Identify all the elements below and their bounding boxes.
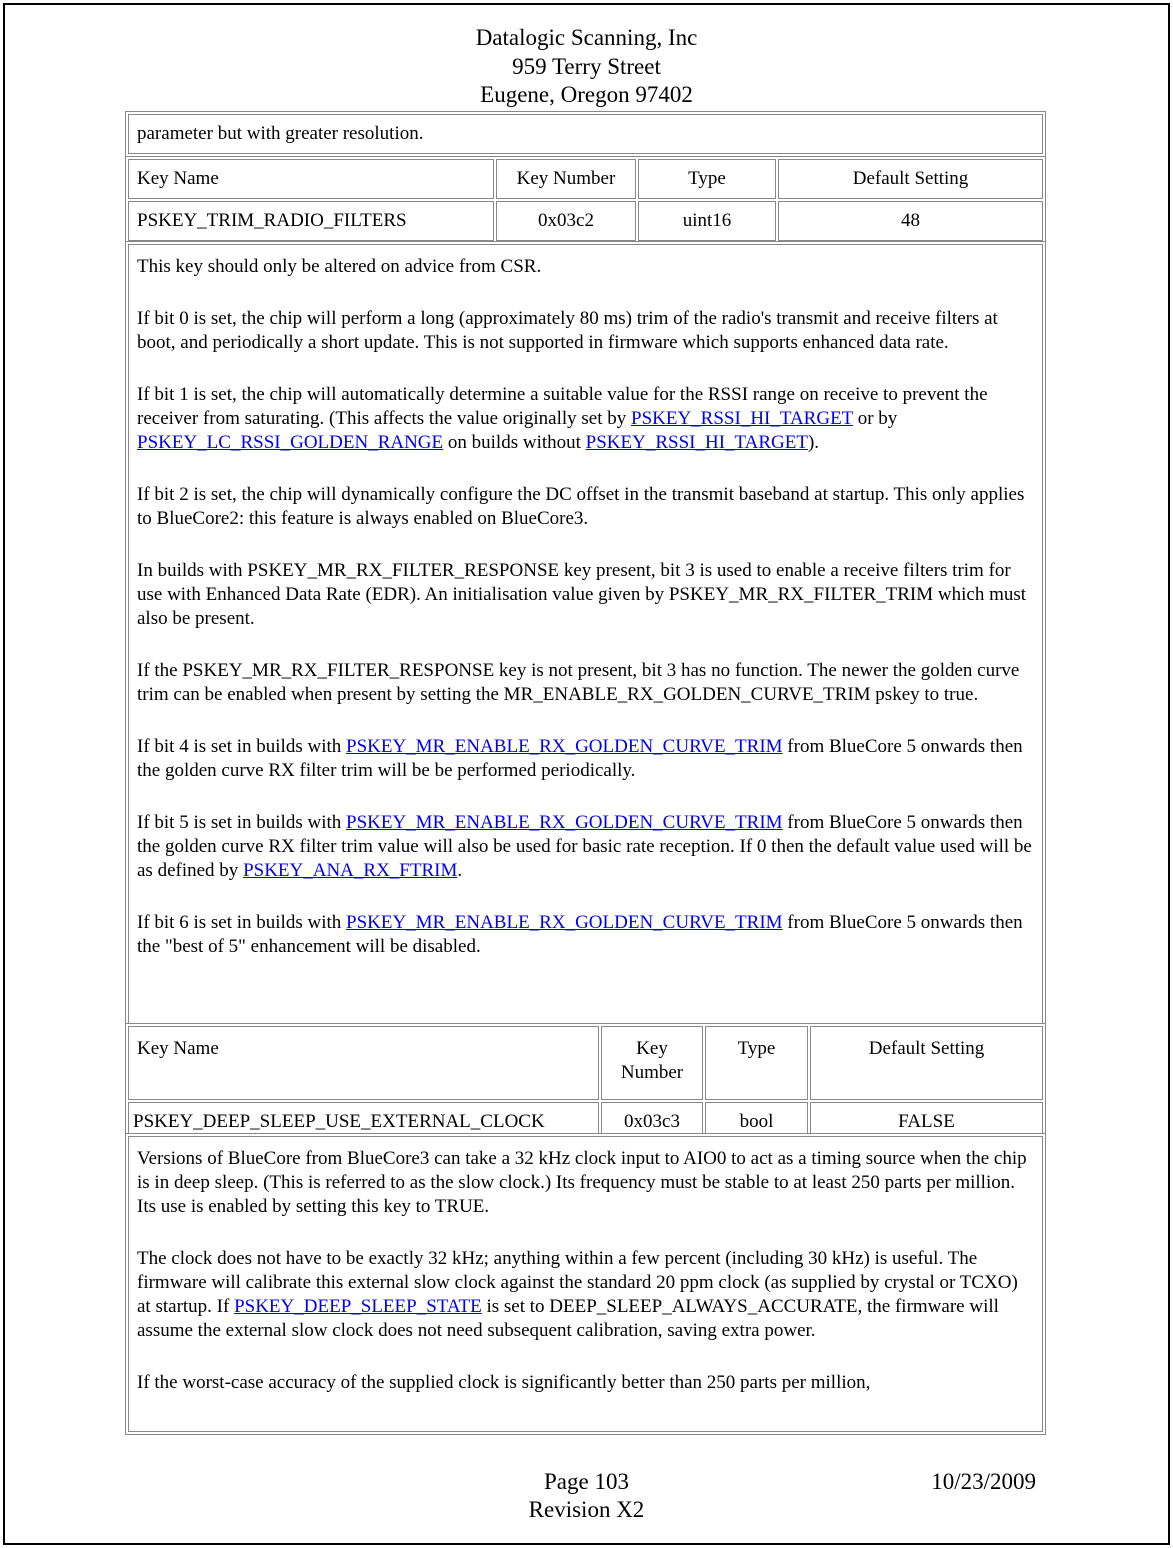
col-type: Type <box>638 159 776 199</box>
col-default-setting-2: Default Setting <box>810 1026 1043 1100</box>
col-key-name: Key Name <box>128 159 494 199</box>
key2-number: 0x03c3 <box>601 1102 703 1142</box>
link-golden-curve-trim-3[interactable]: PSKEY_MR_ENABLE_RX_GOLDEN_CURVE_TRIM <box>346 912 783 933</box>
col-key-number-line2: Number <box>620 1062 684 1083</box>
link-golden-curve-trim-2[interactable]: PSKEY_MR_ENABLE_RX_GOLDEN_CURVE_TRIM <box>346 812 783 833</box>
text: from BlueCore 5 onwards then the "best of 5" enhancement will be disabled. <box>137 912 1023 957</box>
continuation-table <box>125 111 1046 157</box>
col-key-number: Key Number <box>496 159 636 199</box>
key1-desc-p2: If bit 0 is set, the chip will perform a long (approximately 80 ms) trim of the radio's transmit and receive filters at boot, and periodically a short update. This is not supported in firmware which supports enhanced data rate. <box>137 308 998 353</box>
continuation-text: parameter but with greater resolution. <box>128 114 1043 154</box>
key1-table <box>125 156 1046 244</box>
link-golden-curve-trim[interactable]: PSKEY_MR_ENABLE_RX_GOLDEN_CURVE_TRIM <box>346 736 783 757</box>
key1-desc-p3 <box>137 383 1034 455</box>
text: or by <box>852 408 898 429</box>
company-name: Datalogic Scanning, Inc <box>475 25 698 50</box>
key1-default: 48 <box>778 201 1043 241</box>
key1-desc-p1: This key should only be altered on advice from CSR. <box>137 256 542 277</box>
key1-value-row <box>128 201 1043 241</box>
key1-description-table <box>125 241 1046 1027</box>
document-date: 10/23/2009 <box>931 1469 1036 1494</box>
col-type-2: Type <box>705 1026 808 1100</box>
link-pskey-ana-rx-ftrim[interactable]: PSKEY_ANA_RX_FTRIM <box>243 860 458 881</box>
text: from BlueCore 5 onwards then the golden curve RX filter trim value will also be used for basic rate reception. If 0 then the default value used will be as defined by <box>137 812 1032 881</box>
document-header <box>0 24 1173 110</box>
key2-default: FALSE <box>810 1102 1043 1142</box>
text: on builds without <box>443 432 586 453</box>
link-pskey-rssi-hi-target[interactable]: PSKEY_RSSI_HI_TARGET <box>631 408 853 429</box>
text: If bit 1 is set, the chip will automatically determine a suitable value for the RSSI range on receive to prevent the receiver from saturating. (This affects the value originally set by <box>137 384 988 429</box>
text: . <box>457 860 463 881</box>
key2-table <box>125 1023 1046 1145</box>
page-number: Page 103 <box>544 1469 629 1494</box>
key1-type: uint16 <box>638 201 776 241</box>
key1-desc-p8 <box>137 811 1034 883</box>
link-pskey-deep-sleep-state[interactable]: PSKEY_DEEP_SLEEP_STATE <box>234 1296 482 1317</box>
key2-header-row <box>128 1026 1043 1100</box>
key2-desc-p2 <box>137 1247 1034 1343</box>
text: ). <box>807 432 820 453</box>
col-default-setting: Default Setting <box>778 159 1043 199</box>
link-pskey-lc-rssi-golden-range[interactable]: PSKEY_LC_RSSI_GOLDEN_RANGE <box>137 432 444 453</box>
key2-desc-p1: Versions of BlueCore from BlueCore3 can take a 32 kHz clock input to AIO0 to act as a timing source when the chip is in deep sleep. (This is referred to as the slow clock.) Its frequency must be stable to at least 250 parts per million. Its use is enabled by setting this key to TRUE. <box>137 1148 1027 1217</box>
text: from BlueCore 5 onwards then the golden curve RX filter trim will be be performed periodically. <box>137 736 1023 781</box>
key1-desc-p4: If bit 2 is set, the chip will dynamically configure the DC offset in the transmit baseband at startup. This only applies to BlueCore2: this feature is always enabled on BlueCore3. <box>137 484 1025 529</box>
col-key-name-2: Key Name <box>128 1026 599 1100</box>
text: If bit 4 is set in builds with <box>137 736 346 757</box>
key1-desc-p6: If the PSKEY_MR_RX_FILTER_RESPONSE key is not present, bit 3 has no function. The newer the golden curve trim can be enabled when present by setting the MR_ENABLE_RX_GOLDEN_CURVE_TRIM pskey to true. <box>137 660 1020 705</box>
key2-name: PSKEY_DEEP_SLEEP_USE_EXTERNAL_CLOCK <box>128 1102 599 1142</box>
text: is set to DEEP_SLEEP_ALWAYS_ACCURATE, the firmware will assume the external slow clock does not need subsequent calibration, saving extra power. <box>137 1296 999 1341</box>
text: If bit 5 is set in builds with <box>137 812 346 833</box>
key1-desc-p7 <box>137 735 1034 783</box>
text: If bit 6 is set in builds with <box>137 912 346 933</box>
key1-header-row <box>128 159 1043 199</box>
company-city: Eugene, Oregon 97402 <box>480 82 693 107</box>
key1-number: 0x03c2 <box>496 201 636 241</box>
col-key-number-2 <box>601 1026 703 1100</box>
key1-description <box>128 244 1043 1024</box>
key2-type: bool <box>705 1102 808 1142</box>
text: The clock does not have to be exactly 32 kHz; anything within a few percent (including 30 kHz) is useful. The firmware will calibrate this external slow clock against the standard 20 ppm clock (as supplied by crystal or TCXO) at startup. If <box>137 1248 1018 1317</box>
key2-desc-p3: If the worst-case accuracy of the supplied clock is significantly better than 250 parts per million, <box>137 1372 871 1393</box>
key2-description-table <box>125 1133 1046 1435</box>
key1-desc-p9 <box>137 911 1034 959</box>
col-key-number-line1: Key <box>636 1038 668 1059</box>
key1-desc-p5: In builds with PSKEY_MR_RX_FILTER_RESPONSE key present, bit 3 is used to enable a receive filters trim for use with Enhanced Data Rate (EDR). An initialisation value given by PSKEY_MR_RX_FILTER_TRIM which must also be present. <box>137 560 1027 629</box>
key1-name: PSKEY_TRIM_RADIO_FILTERS <box>128 201 494 241</box>
link-pskey-rssi-hi-target-2[interactable]: PSKEY_RSSI_HI_TARGET <box>585 432 808 453</box>
key2-description <box>128 1136 1043 1432</box>
revision: Revision X2 <box>528 1497 645 1522</box>
company-street: 959 Terry Street <box>512 53 661 79</box>
